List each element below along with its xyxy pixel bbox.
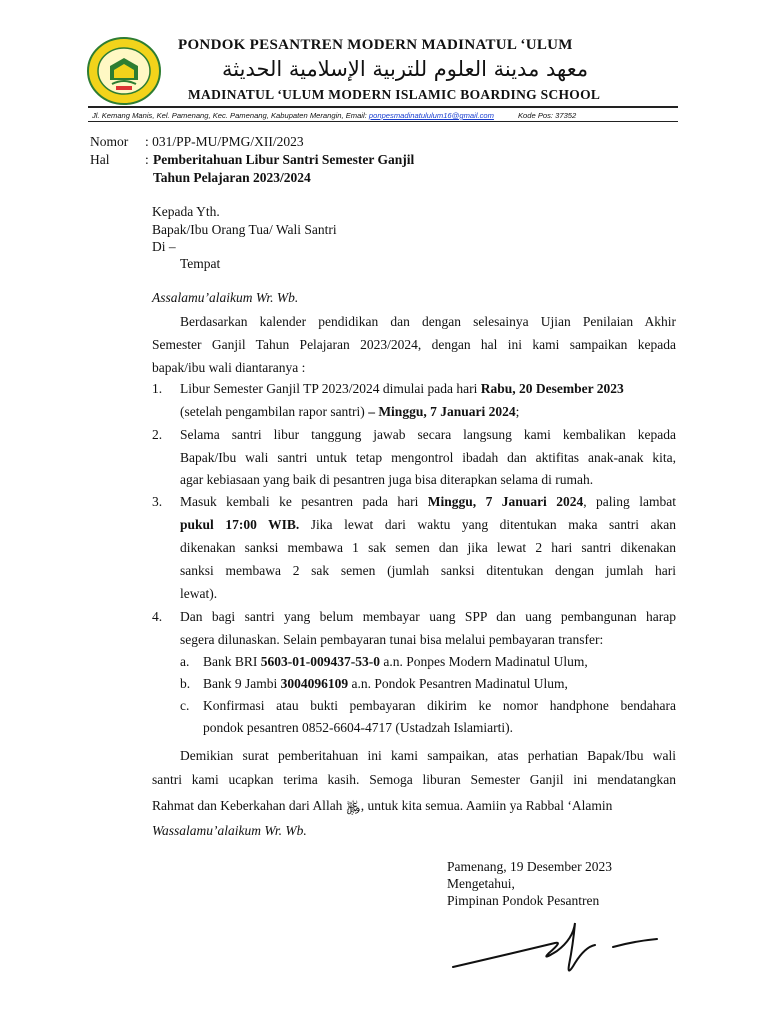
item-4c-line-1: Konfirmasi atau bukti pembayaran dikirim ke nomor handphone bendahara — [203, 698, 676, 713]
school-name: PONDOK PESANTREN MODERN MADINATUL ‘ULUM — [178, 37, 573, 53]
closing-line-3: Rahmat dan Keberkahan dari Allah ﷿, untuk kita semua. Aamiin ya Rabbal ‘Alamin — [152, 798, 613, 813]
header-rule-bottom — [88, 121, 678, 122]
intro-line-3: bapak/ibu wali diantaranya : — [152, 360, 306, 375]
item-3-line-4: sanksi membawa 2 sak semen (jumlah sanksi ditentukan dengan jumlah hari — [180, 563, 676, 578]
address-text: Jl. Kemang Manis, Kel. Pamenang, Kec. Pamenang, Kabupaten Merangin, Email: — [92, 111, 369, 120]
item-4a-text: Bank BRI 5603-01-009437-53-0 a.n. Ponpes Modern Madinatul Ulum, — [203, 654, 588, 669]
hal-subject-1: Pemberitahuan Libur Santri Semester Ganjil — [153, 152, 415, 167]
intro-line-2: Semester Ganjil Tahun Pelajaran 2023/2024, dengan hal ini kami sampaikan kepada — [152, 337, 676, 352]
item-3-line-3: dikenakan sanksi membawa 1 sak semen dan jika lewat 2 hari santri dikenakan — [180, 540, 676, 555]
nomor-value: : 031/PP-MU/PMG/XII/2023 — [145, 134, 304, 149]
item-4b-label: b. — [180, 676, 191, 691]
postal-code: Kode Pos: 37352 — [517, 111, 577, 120]
recipient-line-3: Di – — [152, 239, 176, 254]
item-4c-label: c. — [180, 698, 190, 713]
item-4c-line-2: pondok pesantren 0852-6604-4717 (Ustadzah Islamiarti). — [203, 720, 514, 735]
item-4a-label: a. — [180, 654, 190, 669]
header-rule-top — [88, 106, 678, 108]
closing-line-2: santri kami ucapkan terima kasih. Semoga liburan Semester Ganjil ini mendatangkan — [152, 772, 676, 787]
item-2-line-3: agar kebiasaan yang baik di pesantren juga bisa diterapkan selama di rumah. — [180, 472, 594, 487]
farewell: Wassalamu’alaikum Wr. Wb. — [152, 823, 307, 838]
item-2-number: 2. — [152, 427, 163, 442]
school-logo — [86, 36, 162, 106]
recipient-line-2: Bapak/Ibu Orang Tua/ Wali Santri — [152, 222, 337, 237]
item-1-number: 1. — [152, 381, 163, 396]
item-1-line-1: Libur Semester Ganjil TP 2023/2024 dimulai pada hari Rabu, 20 Desember 2023 — [180, 381, 624, 396]
email-link[interactable]: ponpesmadinatululum16@gmail.com — [368, 111, 494, 120]
school-name-english: MADINATUL ‘ULUM MODERN ISLAMIC BOARDING SCHOOL — [188, 87, 601, 102]
item-3-line-5: lewat). — [180, 586, 218, 601]
position-title: Pimpinan Pondok Pesantren — [447, 893, 600, 908]
closing-line-1: Demikian surat pemberitahuan ini kami sampaikan, atas perhatian Bapak/Ibu wali — [180, 748, 676, 763]
hal-label: Hal — [90, 152, 110, 167]
item-4-number: 4. — [152, 609, 163, 624]
hal-subject-2: Tahun Pelajaran 2023/2024 — [153, 170, 311, 185]
greeting: Assalamu’alaikum Wr. Wb. — [152, 290, 299, 305]
recipient-line-4: Tempat — [180, 256, 221, 271]
item-3-line-2: pukul 17:00 WIB. Jika lewat dari waktu yang ditentukan maka santri akan — [180, 517, 676, 532]
item-4-line-1: Dan bagi santri yang belum membayar uang SPP dan uang pembangunan harap — [180, 609, 676, 624]
school-name-arabic: معهد مدينة العلوم للتربية الإسلامية الحديثة — [222, 57, 589, 81]
item-3-line-1: Masuk kembali ke pesantren pada hari Minggu, 7 Januari 2024, paling lambat — [180, 494, 676, 509]
item-2-line-1: Selama santri libur tanggung jawab secara langsung kami kembalikan kepada — [180, 427, 676, 442]
address-line — [92, 111, 576, 120]
place-date: Pamenang, 19 Desember 2023 — [447, 859, 612, 874]
item-4-line-2: segera dilunaskan. Selain pembayaran tunai bisa melalui pembayaran transfer: — [180, 632, 604, 647]
known-label: Mengetahui, — [447, 876, 515, 891]
nomor-label: Nomor — [90, 134, 129, 149]
recipient-line-1: Kepada Yth. — [152, 204, 220, 219]
handwritten-signature — [445, 915, 675, 985]
hal-colon: : — [145, 152, 149, 167]
item-1-line-2: (setelah pengambilan rapor santri) – Minggu, 7 Januari 2024; — [180, 404, 520, 419]
intro-line-1: Berdasarkan kalender pendidikan dan dengan selesainya Ujian Penilaian Akhir — [180, 314, 676, 329]
item-2-line-2: Bapak/Ibu wali santri untuk tetap mengontrol ibadah dan aktifitas anak-anak kita, — [180, 450, 676, 465]
item-4b-text: Bank 9 Jambi 3004096109 a.n. Pondok Pesantren Madinatul Ulum, — [203, 676, 568, 691]
item-3-number: 3. — [152, 494, 163, 509]
